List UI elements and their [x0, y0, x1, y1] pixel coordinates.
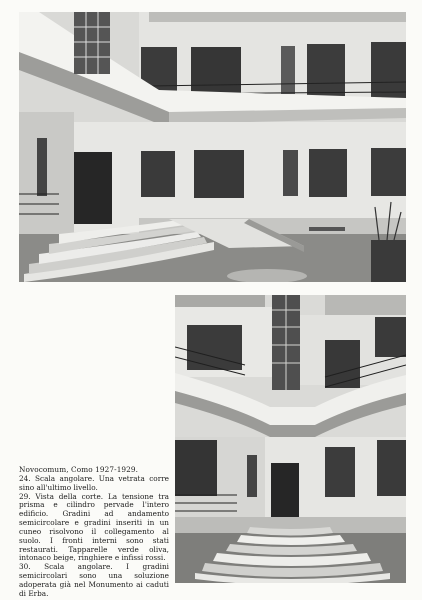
courtyard-photo-drawing — [19, 12, 406, 282]
staircase-photo-drawing — [175, 295, 406, 583]
photo-courtyard — [19, 12, 406, 282]
photo-corner-staircase — [175, 295, 406, 583]
photo-caption — [19, 466, 169, 599]
caption-heading: Novocomum, Como 1927-1929. — [19, 465, 139, 474]
caption-line-30: 30. Scala angolare. I gradini semicircolari sono una soluzione adoperata già nel Monumento ai caduti di Erba. — [19, 562, 169, 598]
caption-line-29: 29. Vista della corte. La tensione tra prisma e cilindro pervade l'intero edificio. Gradini ad andamento semicircolare e gradini inseriti in un cuneo risolvono il collegamento al suolo. I fronti interni sono stati restaurati. Tapparelle verde oliva, intonaco beige, ringhiere e infissi rossi. — [19, 491, 169, 563]
caption-line-24: 24. Scala angolare. Una vetrata corre sino all'ultimo livello. — [19, 473, 169, 492]
